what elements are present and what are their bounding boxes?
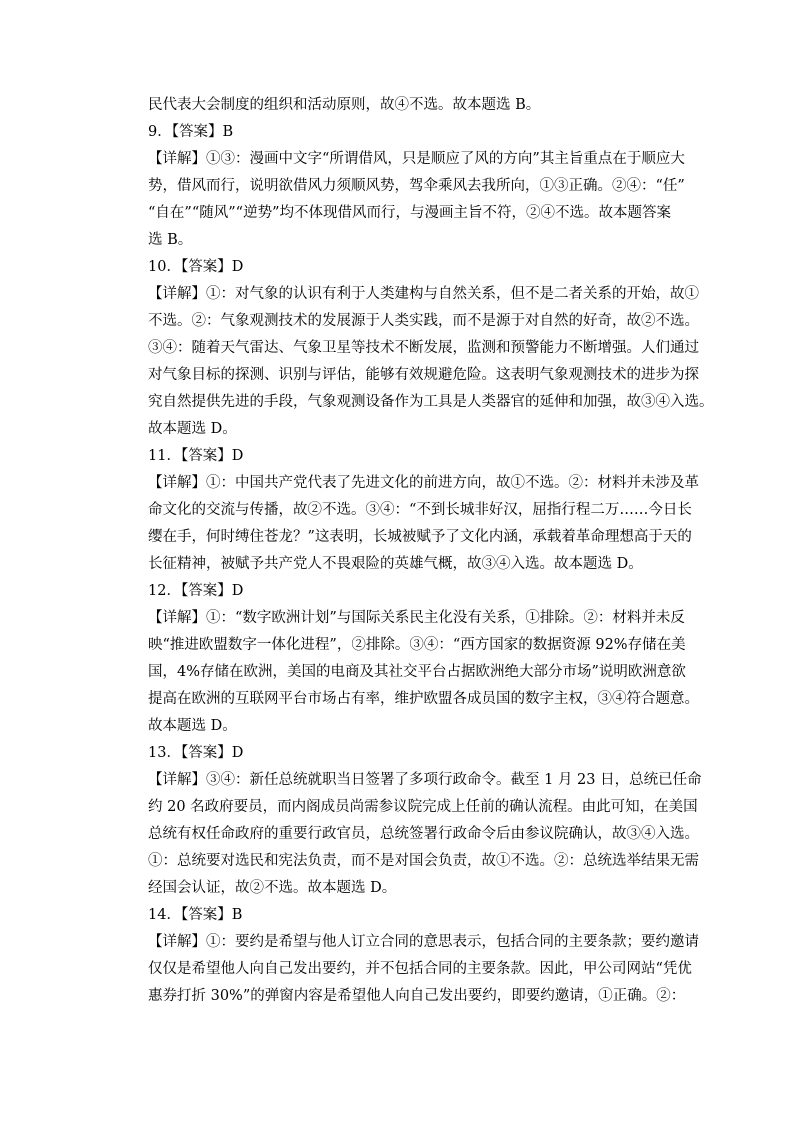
text-line: 总统有权任命政府的重要行政官员，总统签署行政命令后由参议院确认，故③④入选。	[148, 826, 699, 842]
answer-line: 9．【答案】B	[148, 124, 234, 140]
text-line: 民代表大会制度的组织和活动原则，故④不选。故本题选 B。	[148, 97, 541, 113]
text-line: 【详解】①：对气象的认识有利于人类建构与自然关系，但不是二者关系的开始，故①	[148, 286, 699, 302]
answer-explanation-text	[148, 92, 714, 1010]
text-line: 对气象目标的探测、识别与评估，能够有效规避危险。这表明气象观测技术的进步为探	[148, 367, 699, 383]
text-line: 【详解】①：“数字欧洲计划”与国际关系民主化没有关系，①排除。②：材料并未反	[148, 610, 685, 626]
text-line: 约 20 名政府要员，而内阁成员尚需参议院完成上任前的确认流程。由此可知，在美国	[148, 799, 698, 815]
text-line: 【详解】①：要约是希望与他人订立合同的意思表示，包括合同的主要条款；要约邀请	[148, 934, 699, 950]
text-line: ①：总统要对选民和宪法负责，而不是对国会负责，故①不选。②：总统选举结果无需	[148, 853, 699, 869]
text-line: 经国会认证，故②不选。故本题选 D。	[148, 880, 397, 896]
text-line: 【详解】①：中国共产党代表了先进文化的前进方向，故①不选。②：材料并未涉及革	[148, 475, 699, 491]
text-line: 映“推进欧盟数字一体化进程”，②排除。③④：“西方国家的数据资源 92%存储在美	[148, 637, 686, 653]
answer-line: 12．【答案】D	[148, 583, 244, 599]
text-line: 选 B。	[148, 232, 193, 248]
text-line: 国，4%存储在欧洲，美国的电商及其社交平台占据欧洲绝大部分市场”说明欧洲意欲	[148, 664, 686, 680]
text-line: 【详解】③④：新任总统就职当日签署了多项行政命令。截至 1 月 23 日，总统已任命	[148, 772, 702, 788]
text-line: 命文化的交流与传播，故②不选。③④：“不到长城非好汉，屈指行程二万……今日长	[148, 502, 692, 518]
text-line: 长征精神，被赋予共产党人不畏艰险的英雄气概，故③④入选。故本题选 D。	[148, 556, 643, 572]
text-line: 故本题选 D。	[148, 421, 237, 437]
text-line: 缨在手，何时缚住苍龙？”这表明，长城被赋予了文化内涵，承载着革命理想高于天的	[148, 529, 692, 545]
text-line: 提高在欧洲的互联网平台市场占有率，维护欧盟各成员国的数字主权，③④符合题意。	[148, 691, 699, 707]
text-line: 究自然提供先进的手段，气象观测设备作为工具是人类器官的延伸和加强，故③④入选。	[148, 394, 714, 410]
text-line: 故本题选 D。	[148, 718, 237, 734]
text-line: 【详解】①③：漫画中文字“所谓借风，只是顺应了风的方向”其主旨重点在于顺应大	[148, 151, 685, 167]
answer-line: 13．【答案】D	[148, 745, 244, 761]
answer-line: 11．【答案】D	[148, 448, 244, 464]
answer-line: 14．【答案】B	[148, 907, 243, 923]
text-line: 仅仅是希望他人向自己发出要约，并不包括合同的主要条款。因此，甲公司网站“凭优	[148, 961, 692, 977]
answer-line: 10．【答案】D	[148, 259, 244, 275]
text-line: 不选。②：气象观测技术的发展源于人类实践，而不是源于对自然的好奇，故②不选。	[148, 313, 699, 329]
text-line: 惠券打折 30%”的弹窗内容是希望他人向自己发出要约，即要约邀请，①正确。②：	[148, 988, 686, 1004]
text-line: 势，借风而行，说明欲借风力须顺风势，驾伞乘风去我所向，①③正确。②④：“任”	[148, 178, 685, 194]
text-line: “自在”“随风”“逆势”均不体现借风而行，与漫画主旨不符，②④不选。故本题答案	[148, 205, 671, 221]
text-line: ③④：随着天气雷达、气象卫星等技术不断发展，监测和预警能力不断增强。人们通过	[148, 340, 699, 356]
